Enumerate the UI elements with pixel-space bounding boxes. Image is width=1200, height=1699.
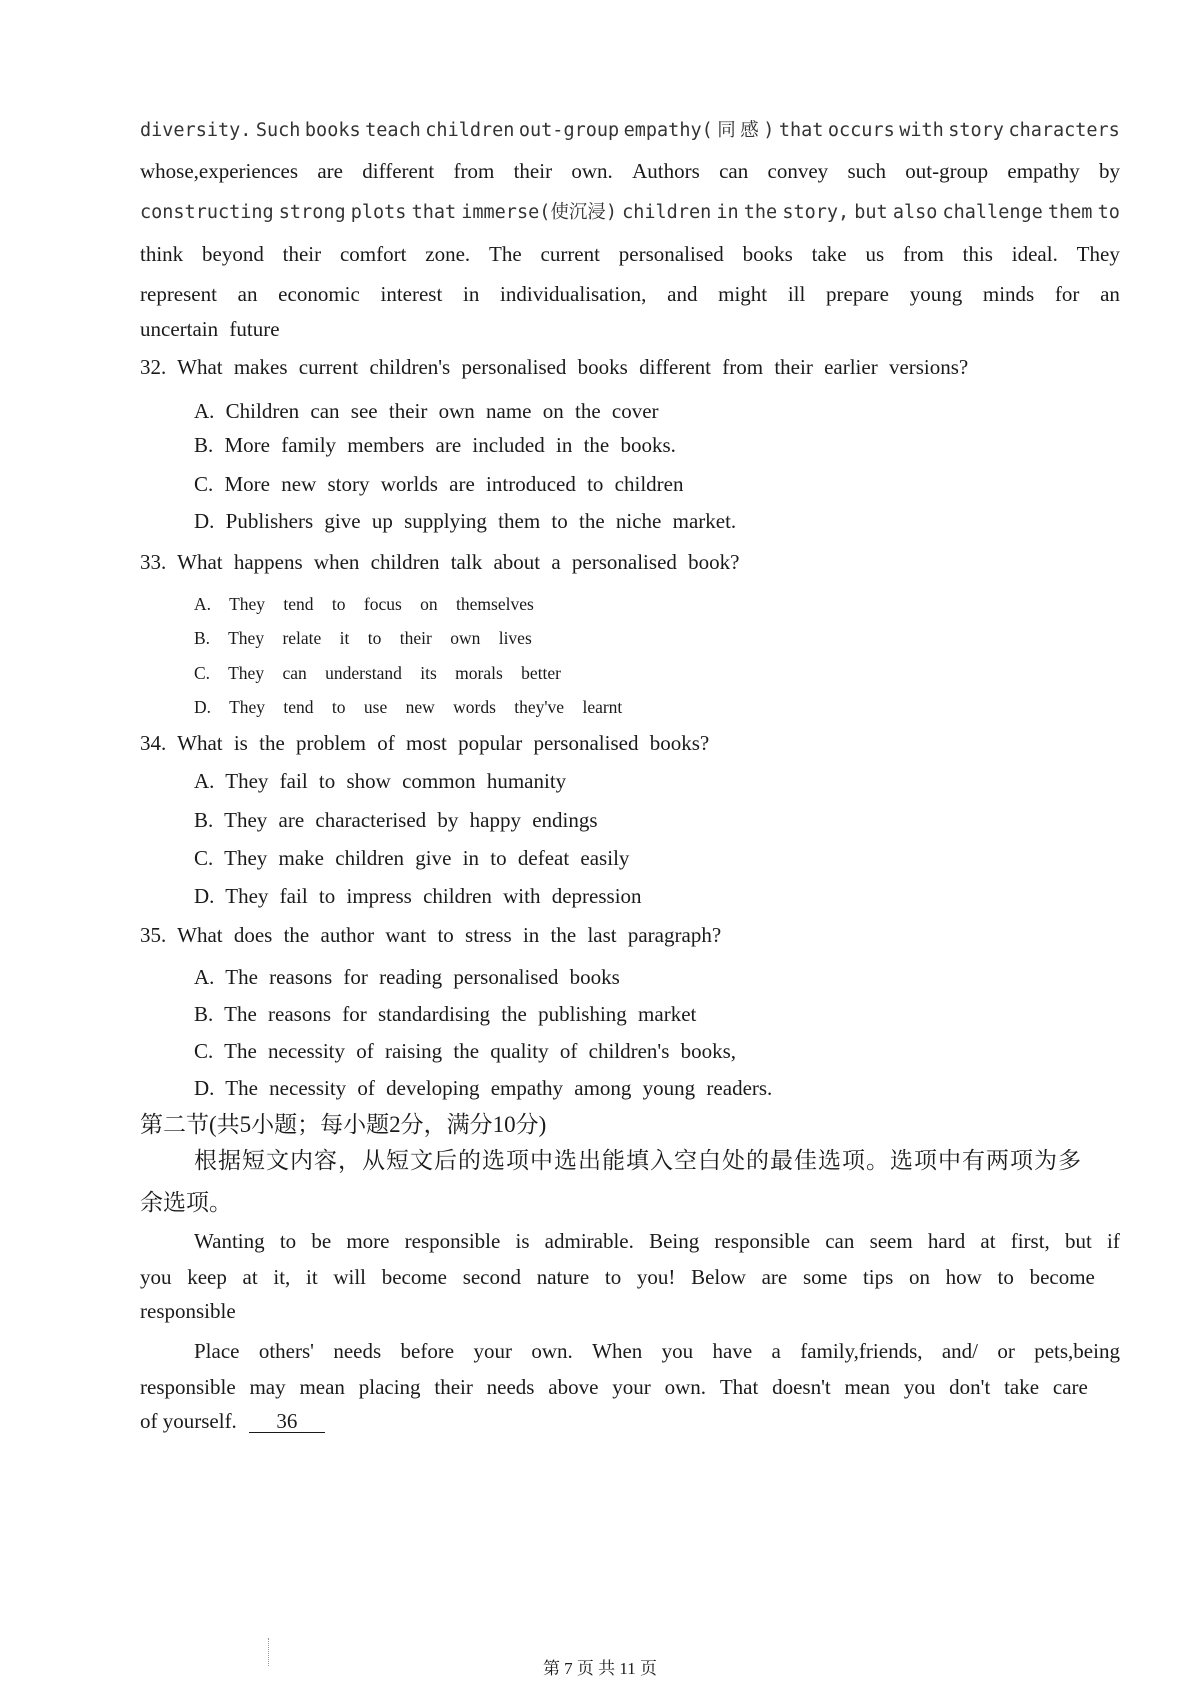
answer-blank-36[interactable]: 36 (249, 1410, 325, 1433)
para-1-line-1: Wanting to be more responsible is admirable. Being responsible can seem hard at first, but if (194, 1229, 1120, 1253)
question-32-stem: 32. What makes current children's personalised books different from their earlier versions? (140, 355, 969, 379)
section-2-heading: 第二节(共5小题；每小题2分，满分10分) (140, 1112, 547, 1137)
question-35-stem: 35. What does the author want to stress in the last paragraph? (140, 923, 722, 947)
question-33-option-d: D. They tend to use new words they've learnt (194, 697, 623, 717)
passage-line-1: diversity. Such books teach children out-group empathy( 同 感 ) that occurs with story characters (140, 120, 1120, 141)
question-33-option-c: C. They can understand its morals better (194, 663, 562, 683)
question-32-option-c: C. More new story worlds are introduced to children (194, 472, 684, 496)
question-35-option-c: C. The necessity of raising the quality of children's books, (194, 1039, 737, 1063)
para-2-line-3 (140, 1408, 325, 1434)
para-2-last-text: of yourself. (140, 1409, 237, 1433)
section-2-instruction-1: 根据短文内容，从短文后的选项中选出能填入空白处的最佳选项。选项中有两项为多 (194, 1148, 1082, 1173)
question-33-option-b: B. They relate it to their own lives (194, 628, 532, 648)
para-2-line-2: responsible may mean placing their needs above your own. That doesn't mean you don't take care (140, 1375, 1088, 1399)
passage-line-4: think beyond their comfort zone. The current personalised books take us from this ideal. They (140, 242, 1120, 266)
question-33-stem: 33. What happens when children talk about a personalised book? (140, 550, 740, 574)
question-32-option-b: B. More family members are included in the books. (194, 433, 676, 457)
question-32-option-d: D. Publishers give up supplying them to the niche market. (194, 509, 737, 533)
passage-line-3: constructing strong plots that immerse(使沉浸) children in the story, but also challenge them to (140, 202, 1120, 223)
question-34-option-c: C. They make children give in to defeat easily (194, 846, 630, 870)
question-33-option-a: A. They tend to focus on themselves (194, 594, 534, 614)
para-1-line-3: responsible (140, 1299, 236, 1323)
question-35-option-b: B. The reasons for standardising the publishing market (194, 1002, 697, 1026)
question-32-option-a: A. Children can see their own name on the cover (194, 399, 659, 423)
question-34-option-b: B. They are characterised by happy endings (194, 808, 598, 832)
para-2-line-1: Place others' needs before your own. When you have a family,friends, and/ or pets,being (194, 1339, 1120, 1363)
question-34-option-d: D. They fail to impress children with depression (194, 884, 642, 908)
para-1-line-2: you keep at it, it will become second nature to you! Below are some tips on how to become (140, 1265, 1095, 1289)
question-34-stem: 34. What is the problem of most popular personalised books? (140, 731, 710, 755)
question-35-option-a: A. The reasons for reading personalised books (194, 965, 620, 989)
page-footer: 第 7 页 共 11 页 (542, 1659, 658, 1678)
question-35-option-d: D. The necessity of developing empathy among young readers. (194, 1076, 773, 1100)
passage-line-2: whose,experiences are different from their own. Authors can convey such out-group empathy by (140, 159, 1120, 183)
passage-line-5: represent an economic interest in individualisation, and might ill prepare young minds for an (140, 282, 1120, 306)
passage-line-6: uncertain future (140, 317, 280, 341)
question-34-option-a: A. They fail to show common humanity (194, 769, 567, 793)
section-2-instruction-2: 余选项。 (140, 1190, 232, 1215)
